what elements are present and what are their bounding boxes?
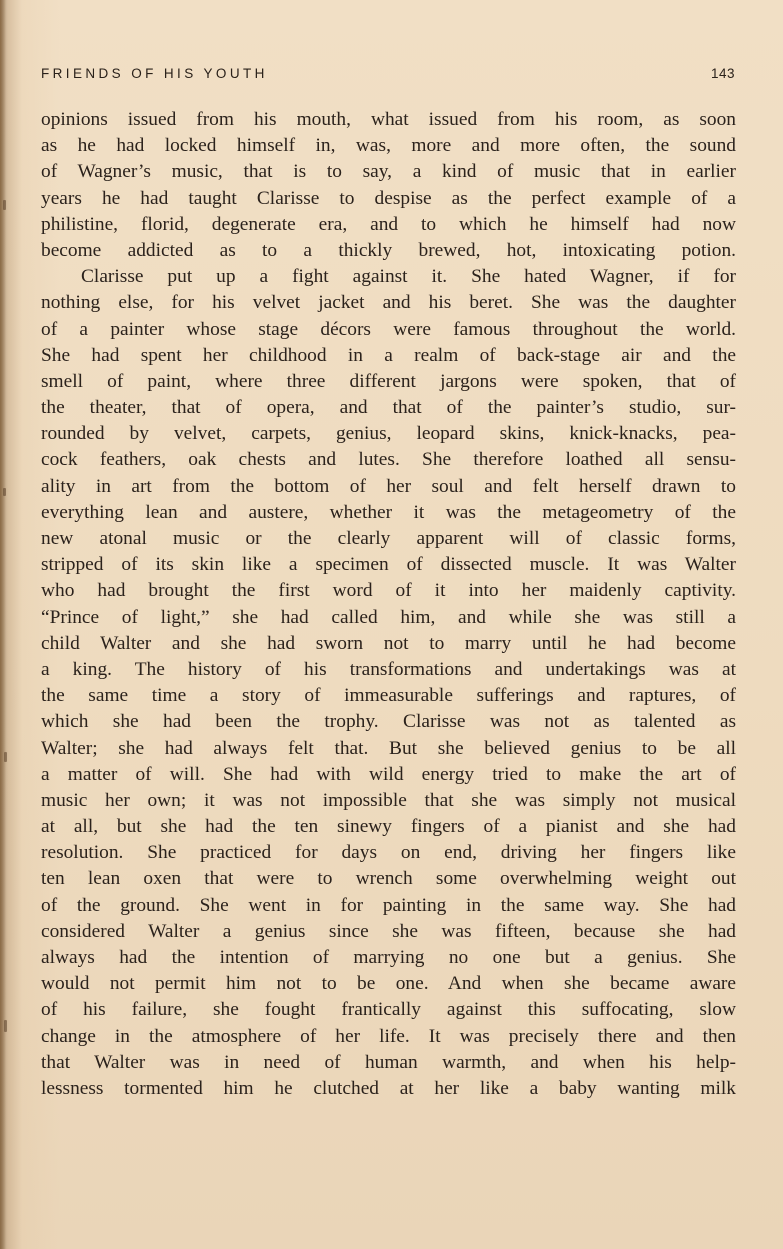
running-title: FRIENDS OF HIS YOUTH [41, 66, 268, 81]
text-line: Walter; she had always felt that. But she believed genius to be all [41, 737, 736, 759]
text-line: ten lean oxen that were to wrench some overwhelming weight out [41, 868, 736, 890]
text-line: everything lean and austere, whether it was the metageometry of the [41, 501, 736, 523]
text-line: Clarisse put up a fight against it. She hated Wagner, if for [81, 266, 736, 288]
text-line: child Walter and she had sworn not to marry until he had become [41, 632, 736, 654]
margin-mark [3, 200, 6, 210]
margin-mark [4, 1020, 7, 1032]
text-line: nothing else, for his velvet jacket and his beret. She was the daughter [41, 292, 736, 314]
text-line: the same time a story of immeasurable sufferings and raptures, of [41, 685, 736, 707]
text-line: a king. The history of his transformations and undertakings was at [41, 658, 736, 680]
text-line: resolution. She practiced for days on end, driving her fingers like [41, 842, 736, 864]
text-line: a matter of will. She had with wild energy tried to make the art of [41, 763, 736, 785]
text-line: who had brought the first word of it into her maidenly captivity. [41, 580, 736, 602]
text-line: the theater, that of opera, and that of the painter’s studio, sur- [41, 397, 736, 419]
text-line: become addicted as to a thickly brewed, hot, intoxicating potion. [41, 239, 736, 261]
text-line: which she had been the trophy. Clarisse was not as talented as [41, 711, 736, 733]
text-line: at all, but she had the ten sinewy fingers of a pianist and she had [41, 816, 736, 838]
paragraph [41, 107, 736, 264]
text-line: years he had taught Clarisse to despise as the perfect example of a [41, 187, 736, 209]
text-line: smell of paint, where three different jargons were spoken, that of [41, 370, 736, 392]
text-line: would not permit him not to be one. And when she became aware [41, 973, 736, 995]
text-line: ality in art from the bottom of her soul and felt herself drawn to [41, 475, 736, 497]
text-line: of the ground. She went in for painting in the same way. She had [41, 894, 736, 916]
text-line: She had spent her childhood in a realm of back-stage air and the [41, 344, 736, 366]
text-line: “Prince of light,” she had called him, and while she was still a [41, 606, 736, 628]
text-line: lessness tormented him he clutched at her like a baby wanting milk [41, 1077, 736, 1099]
text-line: new atonal music or the clearly apparent will of classic forms, [41, 528, 736, 549]
text-line: as he had locked himself in, was, more and more often, the sound [41, 135, 736, 157]
text-line: rounded by velvet, carpets, genius, leopard skins, knick-knacks, pea- [41, 423, 736, 445]
text-line: change in the atmosphere of her life. It was precisely there and then [41, 1025, 736, 1047]
running-head [41, 66, 735, 86]
text-line: of Wagner’s music, that is to say, a kind of music that in earlier [41, 161, 736, 183]
text-line: of a painter whose stage décors were famous throughout the world. [41, 318, 736, 340]
text-line: of his failure, she fought frantically against this suffocating, slow [41, 999, 736, 1021]
body-text [41, 107, 736, 1102]
page-number: 143 [710, 66, 735, 81]
text-line: philistine, florid, degenerate era, and to which he himself had now [41, 213, 736, 235]
page-gutter-shadow [0, 0, 6, 1249]
margin-mark [4, 752, 7, 762]
margin-mark [3, 488, 6, 496]
text-line: music her own; it was not impossible that she was simply not musical [41, 789, 736, 811]
paragraph [41, 264, 736, 1102]
text-line: cock feathers, oak chests and lutes. She therefore loathed all sensu- [41, 449, 736, 471]
text-line: considered Walter a genius since she was fifteen, because she had [41, 920, 736, 942]
text-line: that Walter was in need of human warmth, and when his help- [41, 1051, 736, 1073]
text-line: always had the intention of marrying no one but a genius. She [41, 947, 736, 968]
text-line: stripped of its skin like a specimen of dissected muscle. It was Walter [41, 554, 736, 576]
text-line: opinions issued from his mouth, what issued from his room, as soon [41, 109, 736, 130]
